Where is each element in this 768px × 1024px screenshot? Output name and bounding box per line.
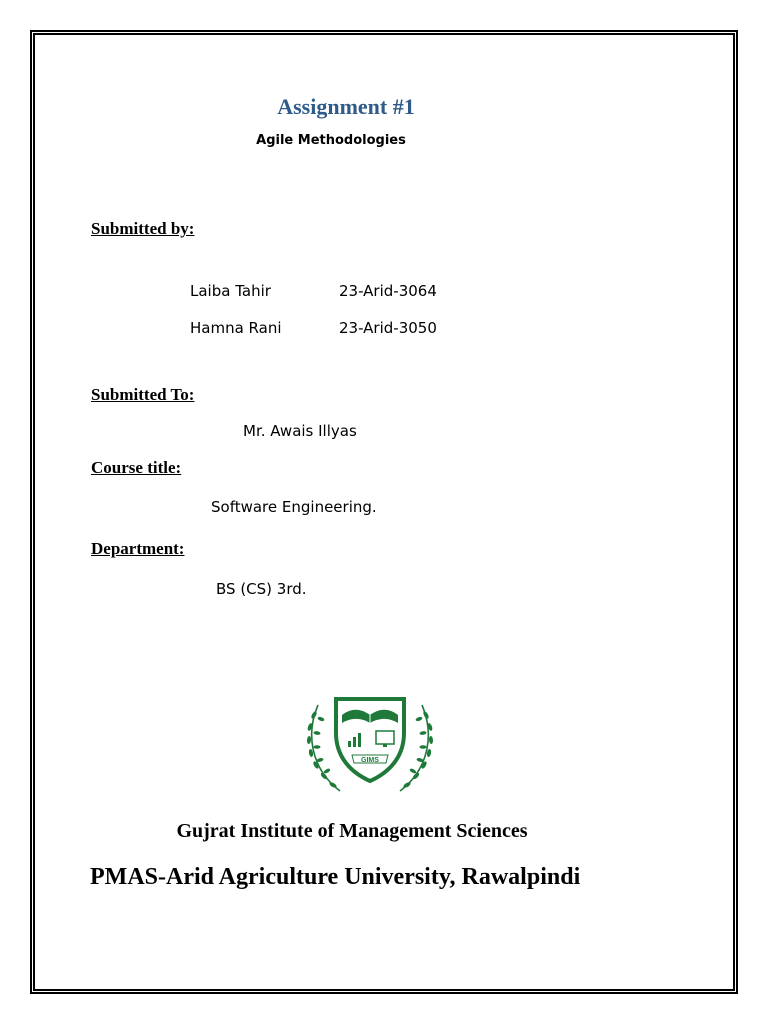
submitted-to-heading: Submitted To: [91, 385, 195, 404]
university-name: PMAS-Arid Agriculture University, Rawalpindi [90, 864, 581, 890]
department-value: BS (CS) 3rd. [216, 580, 307, 598]
logo-text: GIMS [361, 757, 379, 764]
document-title: Assignment #1 [277, 94, 415, 119]
gims-logo-icon [300, 693, 440, 798]
student-name: Laiba Tahir [190, 282, 271, 300]
page-border [30, 30, 738, 994]
submitted-by-heading: Submitted by: [91, 219, 195, 238]
department-heading: Department: [91, 539, 185, 558]
student-name: Hamna Rani [190, 319, 282, 337]
document-subtitle: Agile Methodologies [256, 133, 406, 148]
student-id: 23-Arid-3050 [339, 319, 437, 337]
institute-name: Gujrat Institute of Management Sciences [176, 820, 528, 842]
course-title-heading: Course title: [91, 458, 182, 477]
student-id: 23-Arid-3064 [339, 282, 437, 300]
course-title-value: Software Engineering. [211, 498, 377, 516]
submitted-to-value: Mr. Awais Illyas [243, 422, 357, 440]
